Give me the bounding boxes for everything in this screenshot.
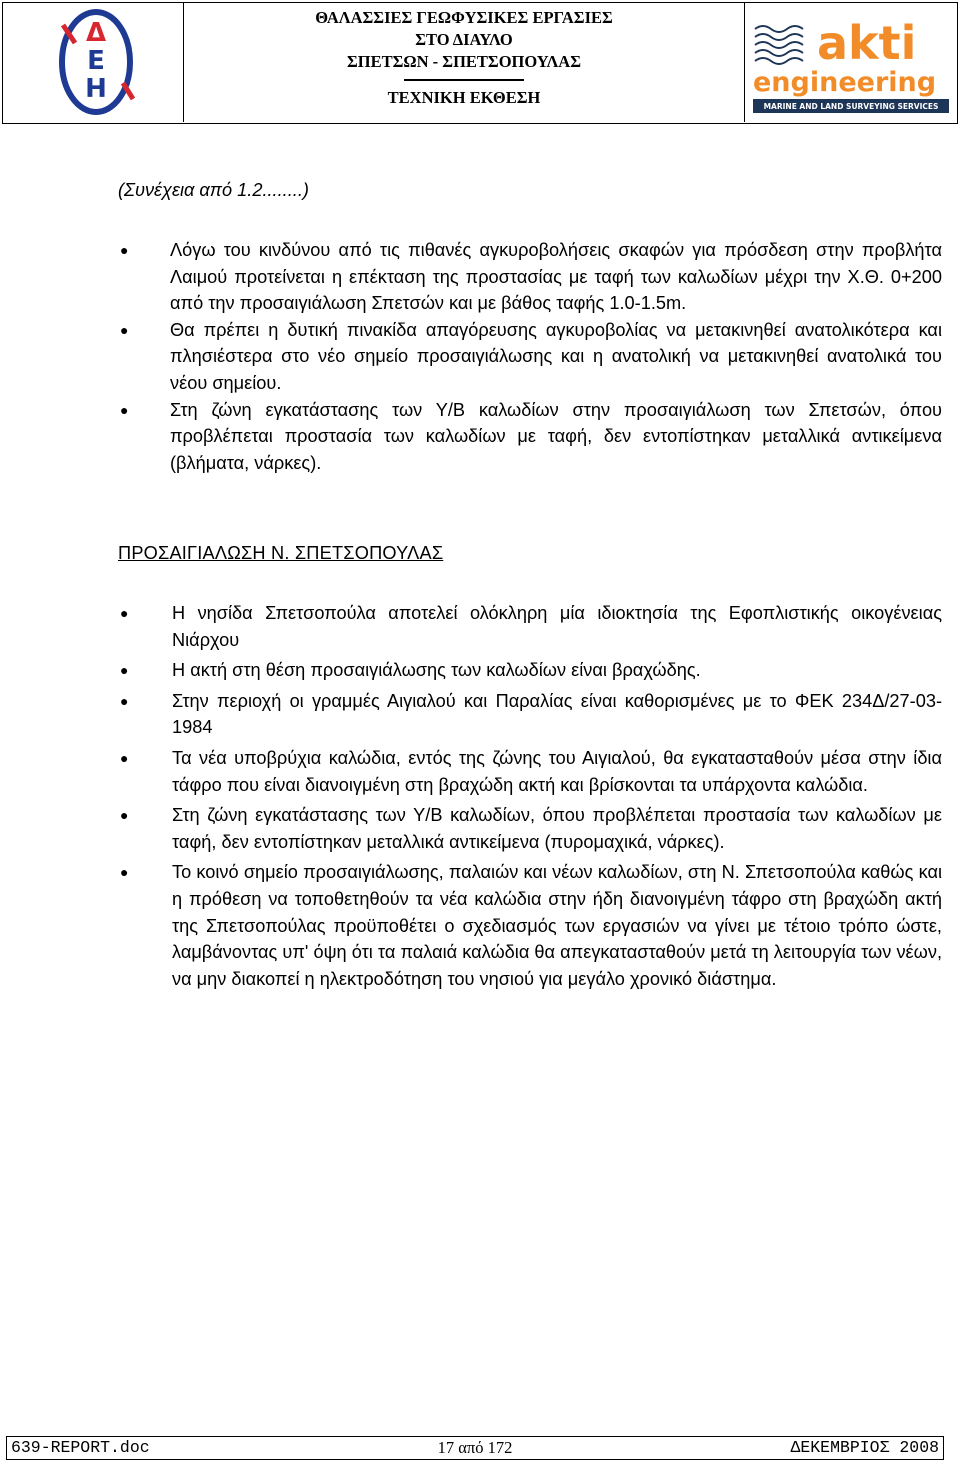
header-title-line2: ΣΤΟ ΔΙΑΥΛΟ <box>415 30 513 49</box>
bullet-icon: ● <box>120 864 129 881</box>
bullet-icon: ● <box>120 242 129 258</box>
bullet-icon: ● <box>120 749 129 766</box>
list-item: ● Στη ζώνη εγκατάστασης των Υ/Β καλωδίων στην προσαιγιάλωση των Σπετσών, όπου προβλέπεται προστασία των καλωδίων με ταφή, δεν εντοπίστηκαν μεταλλικά αντικείμενα (βλήματα, νάρκες). <box>170 397 942 477</box>
footer-date: ΔΕΚΕΜΒΡΙΟΣ 2008 <box>790 1438 939 1457</box>
list-item: ● Η νησίδα Σπετσοπούλα αποτελεί ολόκληρη μία ιδιοκτησία της Εφοπλιστικής οικογένειας Νιάρχου <box>172 600 942 653</box>
bullet-list-spetsopoula <box>120 600 942 996</box>
header-title-line1: ΘΑΛΑΣΣΙΕΣ ΓΕΩΦΥΣΙΚΕΣ ΕΡΓΑΣΙΕΣ <box>315 8 613 27</box>
bullet-icon: ● <box>120 662 129 679</box>
continuation-note: (Συνέχεια από 1.2........) <box>118 180 309 200</box>
header-title-line4: ΤΕΧΝΙΚΗ ΕΚΘΕΣΗ <box>387 87 541 107</box>
bullet-icon: ● <box>120 605 129 621</box>
deh-letter-e: Ε <box>87 46 105 76</box>
header-divider <box>404 79 524 81</box>
akti-logo <box>744 3 957 122</box>
deh-letter-d: Δ <box>85 18 107 48</box>
list-item: ● Η ακτή στη θέση προσαιγιάλωσης των καλωδίων είναι βραχώδης. <box>172 657 942 684</box>
bullet-icon: ● <box>120 401 129 418</box>
list-item: ● Τα νέα υποβρύχια καλώδια, εντός της ζώνης του Αιγιαλού, θα εγκατασταθούν μέσα στην ίδια τάφρο που είναι διανοιγμένη στη βραχώδη ακτή και βρίσκονται τα υπάρχοντα καλώδια. <box>172 745 942 798</box>
engineering-word: engineering <box>753 67 937 98</box>
list-item: ● Στη ζώνη εγκατάστασης των Υ/Β καλωδίων, όπου προβλέπεται προστασία των καλωδίων με ταφή, δεν εντοπίστηκαν μεταλλικά αντικείμενα (πυρομαχικά, νάρκες). <box>172 802 942 855</box>
list-item: ● Το κοινό σημείο προσαιγιάλωσης, παλαιών και νέων καλωδίων, στη Ν. Σπετσοπούλα καθώς και η πρόθεση να τοποθετηθούν τα νέα καλώδια στην ήδη διανοιγμένη τάφρο στη βραχώδη ακτή της Σπετσοπούλας προϋποθέτει ο σχεδιασμός των εργασιών να γίνει με τέτοιο τρόπο ώστε, λαμβάνοντας υπ' όψη ότι τα παλαιά καλώδια θα απεγκατασταθούν μετά τη λειτουργία των νέων, να μην διακοπεί η ηλεκτροδότηση του νησιού για μεγάλο χρονικό διάστημα. <box>172 859 942 992</box>
bullet-icon: ● <box>120 692 129 709</box>
page-footer <box>6 1436 944 1460</box>
akti-logo-icon <box>745 3 957 122</box>
deh-logo <box>3 3 184 122</box>
footer-filename: 639-REPORT.doc <box>11 1438 150 1457</box>
deh-letter-h: Η <box>85 74 107 104</box>
akti-tagline: MARINE AND LAND SURVEYING SERVICES <box>763 102 939 111</box>
akti-word: akti <box>817 16 917 70</box>
list-item: ● Θα πρέπει η δυτική πινακίδα απαγόρευσης αγκυροβολίας να μετακινηθεί ανατολικότερα και πλησιέστερα στο νέο σημείο προσαιγιάλωσης και η ανατολική να μετακινηθεί ανατολικά του νέου σημείου. <box>170 317 942 397</box>
bullet-icon: ● <box>120 321 129 338</box>
section-title: ΠΡΟΣΑΙΓΙΑΛΩΣΗ Ν. ΣΠΕΤΣΟΠΟΥΛΑΣ <box>118 543 444 563</box>
deh-logo-icon <box>3 3 183 122</box>
bullet-icon: ● <box>120 807 129 824</box>
list-item: ● Λόγω του κινδύνου από τις πιθανές αγκυροβολήσεις σκαφών για πρόσδεση στην προβλήτα Λαιμού προτείνεται η επέκταση της προστασίας με ταφή των καλωδίων μέχρι την Χ.Θ. 0+200 από την προσαιγιάλωση Σπετσών και με βάθος ταφής 1.0-1.5m. <box>170 237 942 317</box>
footer-page-number: 17 από 172 <box>437 1438 513 1457</box>
header-title-block <box>184 3 744 122</box>
list-item: ● Στην περιοχή οι γραμμές Αιγιαλού και Παραλίας είναι καθορισμένες με το ΦΕΚ 234Δ/27-03-1984 <box>172 688 942 741</box>
page-header <box>2 2 958 124</box>
bullet-list-spetses <box>120 237 942 476</box>
header-title-line3: ΣΠΕΤΣΩΝ - ΣΠΕΤΣΟΠΟΥΛΑΣ <box>346 52 582 71</box>
